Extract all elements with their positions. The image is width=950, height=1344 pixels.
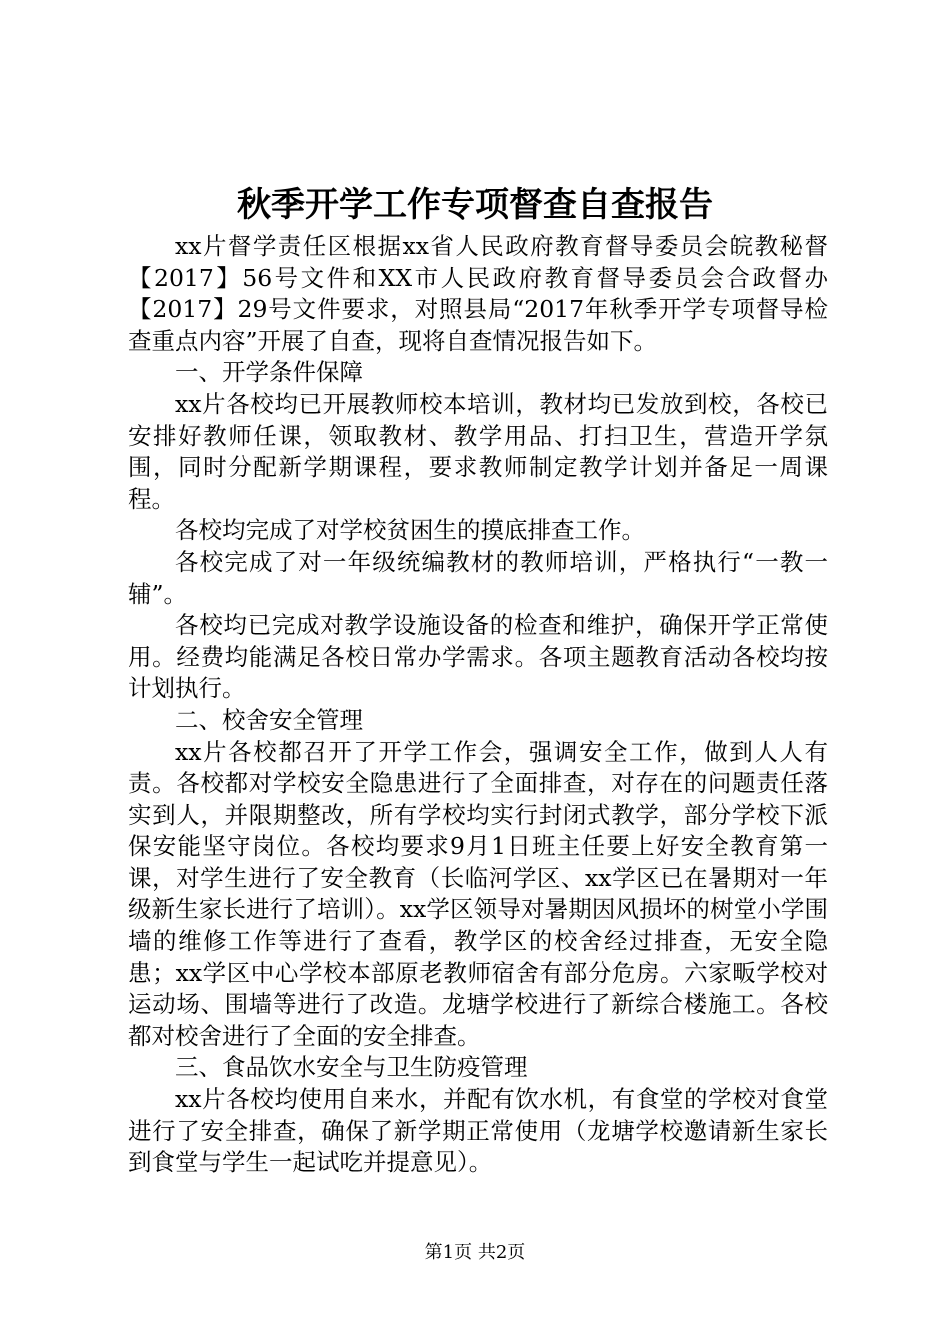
section1-paragraph-4: 各校均已完成对教学设施设备的检查和维护，确保开学正常使用。经费均能满足各校日常办学需求。各项主题教育活动各校均按计划执行。 — [128, 611, 828, 703]
section3-paragraph-1: xx片各校均使用自来水，并配有饮水机，有食堂的学校对食堂进行了安全排查，确保了新学期正常使用（龙塘学校邀请新生家长到食堂与学生一起试吃并提意见）。 — [128, 1085, 828, 1177]
document-body — [128, 231, 828, 1179]
section-heading-2: 二、校舍安全管理 — [175, 705, 363, 734]
intro-paragraph: xx片督学责任区根据xx省人民政府教育督导委员会皖教秘督【2017】56号文件和XX市人民政府教育督导委员会合政督办【2017】29号文件要求，对照县局“2017年秋季开学专项督导检查重点内容”开展了自查，现将自查情况报告如下。 — [128, 232, 828, 355]
section2-paragraph-1: xx片各校都召开了开学工作会，强调安全工作，做到人人有责。各校都对学校安全隐患进行了全面排查，对存在的问题责任落实到人，并限期整改，所有学校均实行封闭式教学，部分学校下派保安能坚守岗位。各校均要求9月1日班主任要上好安全教育第一课，对学生进行了安全教育（长临河学区、xx学区已在暑期对一年级新生家长进行了培训）。xx学区领导对暑期因风损坏的树堂小学围墙的维修工作等进行了查看，教学区的校舍经过排查，无安全隐患；xx学区中心学校本部原老教师宿舍有部分危房。六家畈学校对运动场、围墙等进行了改造。龙塘学校进行了新综合楼施工。各校都对校舍进行了全面的安全排查。 — [128, 737, 828, 1050]
page-number-footer: 第1页 共2页 — [424, 1242, 526, 1263]
section1-paragraph-1: xx片各校均已开展教师校本培训，教材均已发放到校，各校已安排好教师任课，领取教材、教学用品、打扫卫生，营造开学氛围，同时分配新学期课程，要求教师制定教学计划并备足一周课程。 — [128, 389, 828, 513]
document-title: 秋季开学工作专项督查自查报告 — [237, 185, 713, 225]
section1-paragraph-2: 各校均完成了对学校贫困生的摸底排查工作。 — [175, 516, 645, 545]
section-heading-3: 三、食品饮水安全与卫生防疫管理 — [175, 1053, 528, 1082]
section-heading-1: 一、开学条件保障 — [175, 358, 363, 387]
section1-paragraph-3: 各校完成了对一年级统编教材的教师培训，严格执行“一教一辅”。 — [128, 547, 828, 608]
